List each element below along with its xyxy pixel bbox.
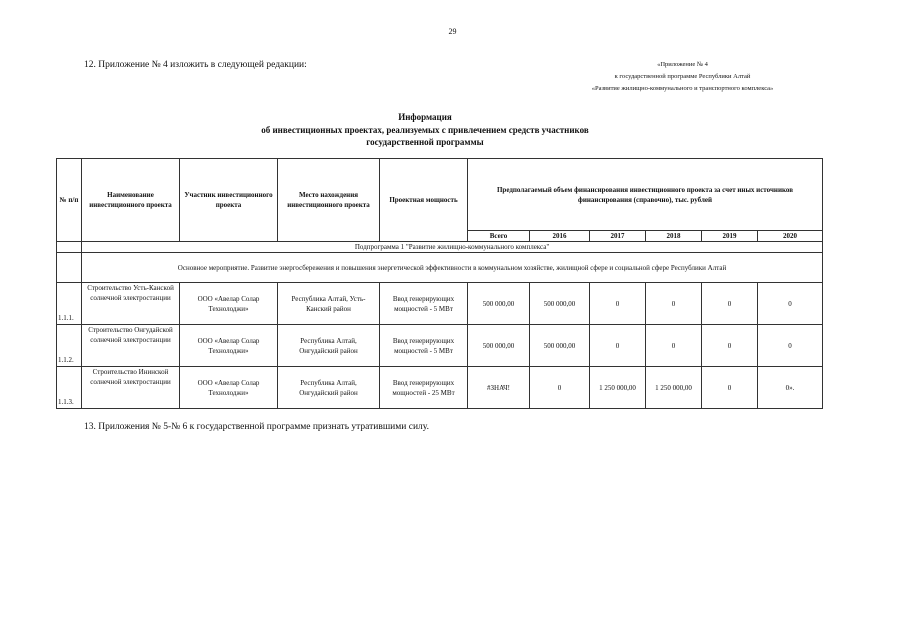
row-2016: 0 xyxy=(530,367,590,409)
subprogram-row xyxy=(57,242,823,253)
appendix-line-3: «Развитие жилищно-коммунального и транспортного комплекса» xyxy=(591,85,774,92)
row-location: Республика Алтай, Онгудайский район xyxy=(278,325,380,367)
table-row xyxy=(57,283,823,325)
row-2019: 0 xyxy=(702,283,758,325)
row-total: #ЗНАЧ! xyxy=(468,367,530,409)
row-2017: 0 xyxy=(590,325,646,367)
row-2020: 0». xyxy=(758,367,823,409)
header-total: Всего xyxy=(468,231,530,242)
row-num: 1.1.2. xyxy=(57,325,82,367)
row-total: 500 000,00 xyxy=(468,283,530,325)
table-row xyxy=(57,325,823,367)
row-capacity: Ввод генерирующих мощностей - 5 МВт xyxy=(380,325,468,367)
header-2017: 2017 xyxy=(590,231,646,242)
header-row xyxy=(57,159,823,231)
subprogram-label: Подпрограмма 1 "Развитие жилищно-коммунального комплекса" xyxy=(82,242,823,253)
row-participant: ООО «Авелар Солар Технолоджи» xyxy=(180,325,278,367)
row-2016: 500 000,00 xyxy=(530,283,590,325)
row-2018: 0 xyxy=(646,283,702,325)
page-number: 29 xyxy=(448,27,457,36)
header-location: Место нахождения инвестиционного проекта xyxy=(278,159,380,242)
row-2019: 0 xyxy=(702,325,758,367)
table-row xyxy=(57,367,823,409)
header-name: Наименование инвестиционного проекта xyxy=(82,159,180,242)
row-location: Республика Алтай, Онгудайский район xyxy=(278,367,380,409)
header-num: № п/п xyxy=(57,159,82,242)
row-num: 1.1.1. xyxy=(57,283,82,325)
row-capacity: Ввод генерирующих мощностей - 5 МВт xyxy=(380,283,468,325)
header-2016: 2016 xyxy=(530,231,590,242)
investment-projects-table xyxy=(56,158,823,409)
main-activity-num-cell xyxy=(57,253,82,283)
row-total: 500 000,00 xyxy=(468,325,530,367)
row-2018: 0 xyxy=(646,325,702,367)
row-num: 1.1.3. xyxy=(57,367,82,409)
appendix-line-2: к государственной программе Республики Алтай xyxy=(614,73,751,80)
document-title xyxy=(150,111,700,149)
header-2020: 2020 xyxy=(758,231,823,242)
header-financing: Предполагаемый объем финансирования инвестиционного проекта за счет иных источников финансирования (справочно), тыс. рублей xyxy=(468,159,823,231)
main-activity-row xyxy=(57,253,823,283)
header-capacity: Проектная мощность xyxy=(380,159,468,242)
header-2018: 2018 xyxy=(646,231,702,242)
title-line-2: об инвестиционных проектах, реализуемых с привлечением средств участников xyxy=(261,124,589,135)
title-line-3: государственной программы xyxy=(366,137,484,147)
row-participant: ООО «Авелар Солар Технолоджи» xyxy=(180,367,278,409)
row-name: Строительство Усть-Канской солнечной электростанции xyxy=(82,283,180,325)
appendix-line-1: «Приложение № 4 xyxy=(657,61,708,68)
item-13-text: 13. Приложения № 5-№ 6 к государственной программе признать утратившими силу. xyxy=(84,422,429,432)
main-activity-label: Основное мероприятие. Развитие энергосбережения и повышения энергетической эффективности в коммунальном хозяйстве, жилищной сфере и социальной сфере Республики Алтай xyxy=(82,253,823,283)
row-2016: 500 000,00 xyxy=(530,325,590,367)
row-capacity: Ввод генерирующих мощностей - 25 МВт xyxy=(380,367,468,409)
header-2019: 2019 xyxy=(702,231,758,242)
row-name: Строительство Онгудайской солнечной электростанции xyxy=(82,325,180,367)
item-12-text: 12. Приложение № 4 изложить в следующей редакции: xyxy=(84,60,307,70)
row-2020: 0 xyxy=(758,283,823,325)
subprogram-num-cell xyxy=(57,242,82,253)
title-line-1: Информация xyxy=(398,112,452,122)
row-2017: 0 xyxy=(590,283,646,325)
header-participant: Участник инвестиционного проекта xyxy=(180,159,278,242)
appendix-header xyxy=(560,59,805,95)
row-2019: 0 xyxy=(702,367,758,409)
row-participant: ООО «Авелар Солар Технолоджи» xyxy=(180,283,278,325)
row-2020: 0 xyxy=(758,325,823,367)
row-2017: 1 250 000,00 xyxy=(590,367,646,409)
row-location: Республика Алтай, Усть-Канский район xyxy=(278,283,380,325)
row-name: Строительство Ининской солнечной электростанции xyxy=(82,367,180,409)
row-2018: 1 250 000,00 xyxy=(646,367,702,409)
